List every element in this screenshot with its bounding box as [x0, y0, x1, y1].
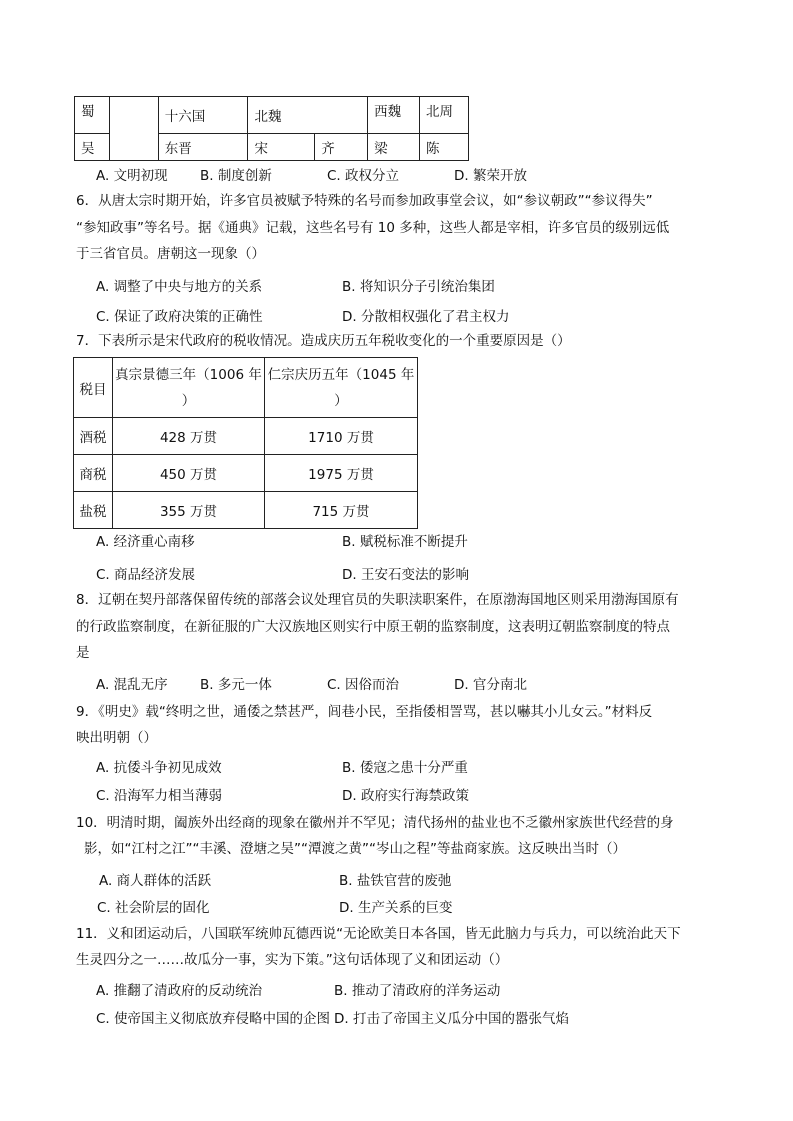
dynasty-cell: 北周 — [420, 97, 469, 134]
q11-option-c: C. 使帝国主义彻底放弃侵略中国的企图 — [96, 1011, 331, 1027]
dynasty-cell: 宋 — [248, 134, 315, 161]
dynasty-cell: 东晋 — [158, 134, 248, 161]
q10-option-c: C. 社会阶层的固化 — [97, 900, 210, 916]
dynasty-cell: 蜀 — [75, 97, 110, 134]
q6-option-d: D. 分散相权强化了君主权力 — [342, 309, 510, 325]
q6-stem-line: 于三省官员。唐朝这一现象（） — [76, 246, 265, 262]
q11-option-a: A. 推翻了清政府的反动统治 — [96, 983, 263, 999]
tax-table — [73, 357, 418, 529]
tax-table-cell: 355 万贯 — [113, 492, 265, 529]
q9-option-d: D. 政府实行海禁政策 — [342, 788, 469, 804]
tax-table-cell: 715 万贯 — [265, 492, 418, 529]
tax-table-header: 税目 — [74, 358, 113, 418]
q5-option-a: A. 文明初现 — [96, 168, 168, 184]
q7-option-d: D. 王安石变法的影响 — [342, 567, 469, 583]
q10-stem-line: 10．明清时期，阖族外出经商的现象在徽州并不罕见；清代扬州的盐业也不乏徽州家族世代经营的身 — [76, 815, 674, 831]
q7-stem: 7．下表所示是宋代政府的税收情况。造成庆历五年税收变化的一个重要原因是（） — [76, 333, 571, 349]
q6-option-b: B. 将知识分子引统治集团 — [342, 279, 495, 295]
q8-stem-line: 8．辽朝在契丹部落保留传统的部落会议处理官员的失职渎职案件，在原渤海国地区则采用渤海国原有 — [76, 592, 679, 608]
dynasty-cell-empty — [109, 97, 158, 161]
q9-stem-line: 9．《明史》载“终明之世，通倭之禁甚严，闾巷小民，至指倭相詈骂，甚以嚇其小儿女云。”材料反 — [76, 704, 653, 720]
q9-stem-line: 映出明朝（） — [76, 730, 157, 746]
tax-table-cell: 盐税 — [74, 492, 113, 529]
q5-option-b: B. 制度创新 — [200, 168, 272, 184]
tax-table-header: 仁宗庆历五年（1045 年 ） — [265, 358, 418, 418]
q8-option-d: D. 官分南北 — [454, 677, 527, 693]
q11-option-d: D. 打击了帝国主义瓜分中国的嚣张气焰 — [334, 1011, 569, 1027]
q9-option-a: A. 抗倭斗争初见成效 — [96, 760, 222, 776]
q10-option-d: D. 生产关系的巨变 — [339, 900, 453, 916]
q11-option-b: B. 推动了清政府的洋务运动 — [334, 983, 501, 999]
tax-table-cell: 1975 万贯 — [265, 455, 418, 492]
dynasty-cell: 十六国 — [158, 97, 248, 134]
q8-option-b: B. 多元一体 — [200, 677, 272, 693]
q9-option-c: C. 沿海军力相当薄弱 — [96, 788, 223, 804]
tax-table-cell: 450 万贯 — [113, 455, 265, 492]
dynasty-table — [74, 96, 469, 161]
q10-option-b: B. 盐铁官营的废弛 — [339, 873, 452, 889]
tax-table-cell: 1710 万贯 — [265, 418, 418, 455]
q5-option-d: D. 繁荣开放 — [454, 168, 527, 184]
tax-table-cell: 酒税 — [74, 418, 113, 455]
dynasty-cell: 西魏 — [368, 97, 420, 134]
q7-option-c: C. 商品经济发展 — [96, 567, 196, 583]
dynasty-cell: 陈 — [420, 134, 469, 161]
q8-option-a: A. 混乱无序 — [96, 677, 168, 693]
q7-option-a: A. 经济重心南移 — [96, 534, 195, 550]
tax-table-header: 真宗景德三年（1006 年 ） — [113, 358, 265, 418]
q10-stem-line: 影，如“江村之江”“丰溪、澄塘之吴”“潭渡之黄”“岑山之程”等盐商家族。这反映出当时（） — [84, 841, 626, 857]
q10-option-a: A. 商人群体的活跃 — [99, 873, 212, 889]
q8-stem-line: 的行政监察制度，在新征服的广大汉族地区则实行中原王朝的监察制度，这表明辽朝监察制度的特点 — [76, 619, 670, 635]
dynasty-cell: 齐 — [315, 134, 368, 161]
q9-option-b: B. 倭寇之患十分严重 — [342, 760, 468, 776]
tax-table-cell: 428 万贯 — [113, 418, 265, 455]
q5-option-c: C. 政权分立 — [327, 168, 400, 184]
q7-option-b: B. 赋税标准不断提升 — [342, 534, 468, 550]
q11-stem-line: 11．义和团运动后，八国联军统帅瓦德西说“无论欧美日本各国，皆无此脑力与兵力，可以统治此天下 — [76, 926, 681, 942]
q8-stem-line: 是 — [76, 645, 90, 661]
q11-stem-line: 生灵四分之一……故瓜分一事，实为下策。”这句话体现了义和团运动（） — [76, 952, 509, 968]
q6-stem-line: 6．从唐太宗时期开始，许多官员被赋予特殊的名号而参加政事堂会议，如“参议朝政”“参议得失” — [76, 193, 653, 209]
q6-stem-line: “参知政事”等名号。据《通典》记载，这些名号有 10 多种，这些人都是宰相，许多官员的级别远低 — [76, 220, 670, 236]
q6-option-c: C. 保证了政府决策的正确性 — [96, 309, 263, 325]
dynasty-cell: 北魏 — [248, 97, 368, 134]
q8-option-c: C. 因俗而治 — [327, 677, 400, 693]
tax-table-cell: 商税 — [74, 455, 113, 492]
q6-option-a: A. 调整了中央与地方的关系 — [96, 279, 263, 295]
dynasty-cell: 梁 — [368, 134, 420, 161]
dynasty-cell: 吴 — [75, 134, 110, 161]
